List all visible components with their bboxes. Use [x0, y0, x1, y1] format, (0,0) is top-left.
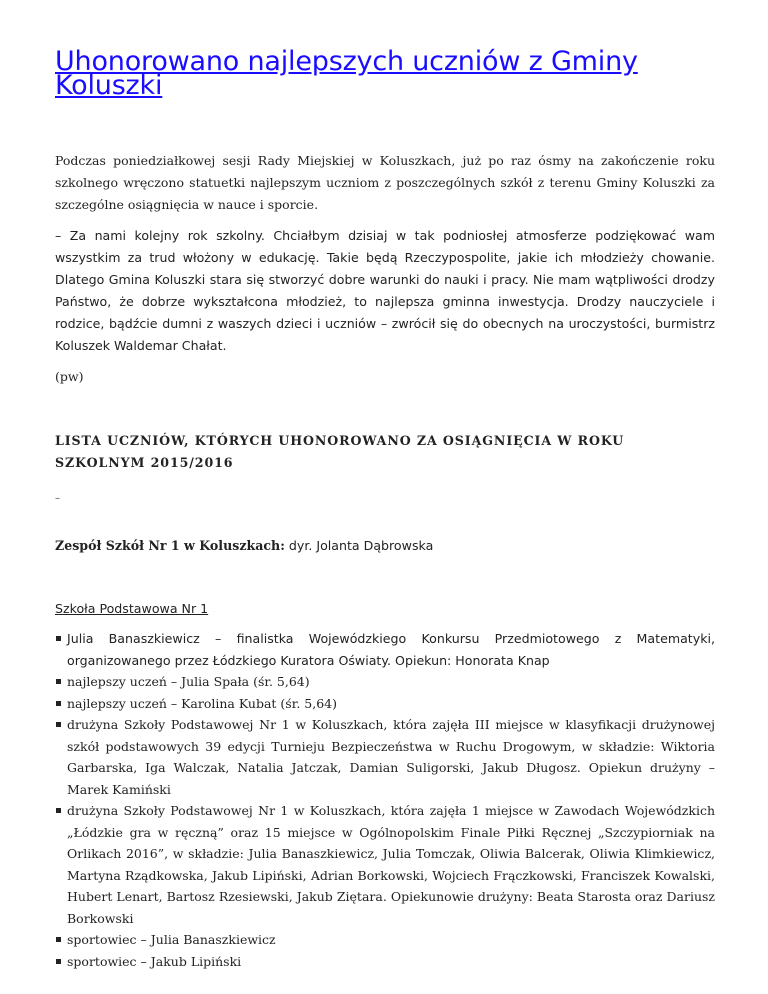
award-list: [55, 628, 715, 972]
intro-paragraph: Podczas poniedziałkowej sesji Rady Miejskiej w Koluszkach, już po raz ósmy na zakończenie roku szkolnego wręczono statuetki najlepszym uczniom z poszczególnych szkół z terenu Gminy Koluszki za szczególne osiągnięcia w nauce i sporcie.: [55, 153, 715, 212]
school-director: dyr. Jolanta Dąbrowska: [288, 538, 434, 553]
separator-dash: –: [55, 493, 60, 504]
quote-paragraph: – Za nami kolejny rok szkolny. Chciałbym dzisiaj w tak podniosłej atmosferze podziękować wam wszystkim za trud włożony w edukację. Takie będą Rzeczypospolite, jakie ich młodzieży chowanie. Dlatego Gmina Koluszki stara się stworzyć dobre warunki do nauki i pracy. Nie mam wątpliwości drodzy Państwo, że dobrze wykształcona młodzież, to najlepsza gminna inwestycja. Drodzy nauczyciele i rodzice, bądźcie dumni z waszych dzieci i uczniów – zwrócił się do obecnych na uroczystości, burmistrz Koluszek Waldemar Chałat.: [55, 228, 715, 353]
bullet-icon: [56, 679, 61, 684]
list-item: sportowiec – Julia Banaszkiewicz: [55, 929, 715, 951]
school-header: [55, 535, 715, 557]
article-title-link[interactable]: Uhonorowano najlepszych uczniów z Gminy Koluszki: [55, 46, 638, 101]
list-item: Julia Banaszkiewicz – finalistka Wojewódzkiego Konkursu Przedmiotowego z Matematyki, organizowanego przez Łódzkiego Kuratora Oświaty. Opiekun: Honorata Knap: [55, 628, 715, 671]
school-name: Zespół Szkół Nr 1 w Koluszkach:: [55, 538, 285, 553]
list-item: najlepszy uczeń – Julia Spała (śr. 5,64): [55, 671, 715, 693]
article: [55, 46, 715, 972]
bullet-icon: [56, 636, 61, 641]
bullet-icon: [56, 722, 61, 727]
bullet-icon: [56, 959, 61, 964]
bullet-icon: [56, 701, 61, 706]
author-signature: (pw): [55, 369, 84, 384]
list-heading: LISTA UCZNIÓW, KTÓRYCH UHONOROWANO ZA OSIĄGNIĘCIA W ROKU SZKOLNYM 2015/2016: [55, 433, 625, 470]
list-item: sportowiec – Jakub Lipiński: [55, 951, 715, 973]
subschool-heading: Szkoła Podstawowa Nr 1: [55, 601, 209, 616]
list-item: drużyna Szkoły Podstawowej Nr 1 w Koluszkach, która zajęła 1 miejsce w Zawodach Wojewódzkich „Łódzkie gra w ręczną” oraz 15 miejsce w Ogólnopolskim Finale Piłki Ręcznej „Szczypiorniak na Orlikach 2016”, w składzie: Julia Banaszkiewicz, Julia Tomczak, Oliwia Balcerak, Oliwia Klimkiewicz, Martyna Rządkowska, Jakub Lipiński, Adrian Borkowski, Wojciech Frączkowski, Franciszek Kowalski, Hubert Lenart, Bartosz Rzesiewski, Jakub Ziętara. Opiekunowie drużyny: Beata Starosta oraz Dariusz Borkowski: [55, 800, 715, 929]
bullet-icon: [56, 808, 61, 813]
list-item: najlepszy uczeń – Karolina Kubat (śr. 5,64): [55, 693, 715, 715]
bullet-icon: [56, 937, 61, 942]
list-item: drużyna Szkoły Podstawowej Nr 1 w Koluszkach, która zajęła III miejsce w klasyfikacji drużynowej szkół podstawowych 39 edycji Turnieju Bezpieczeństwa w Ruchu Drogowym, w składzie: Wiktoria Garbarska, Iga Walczak, Natalia Jatczak, Damian Suligorski, Jakub Długosz. Opiekun drużyny – Marek Kamiński: [55, 714, 715, 800]
